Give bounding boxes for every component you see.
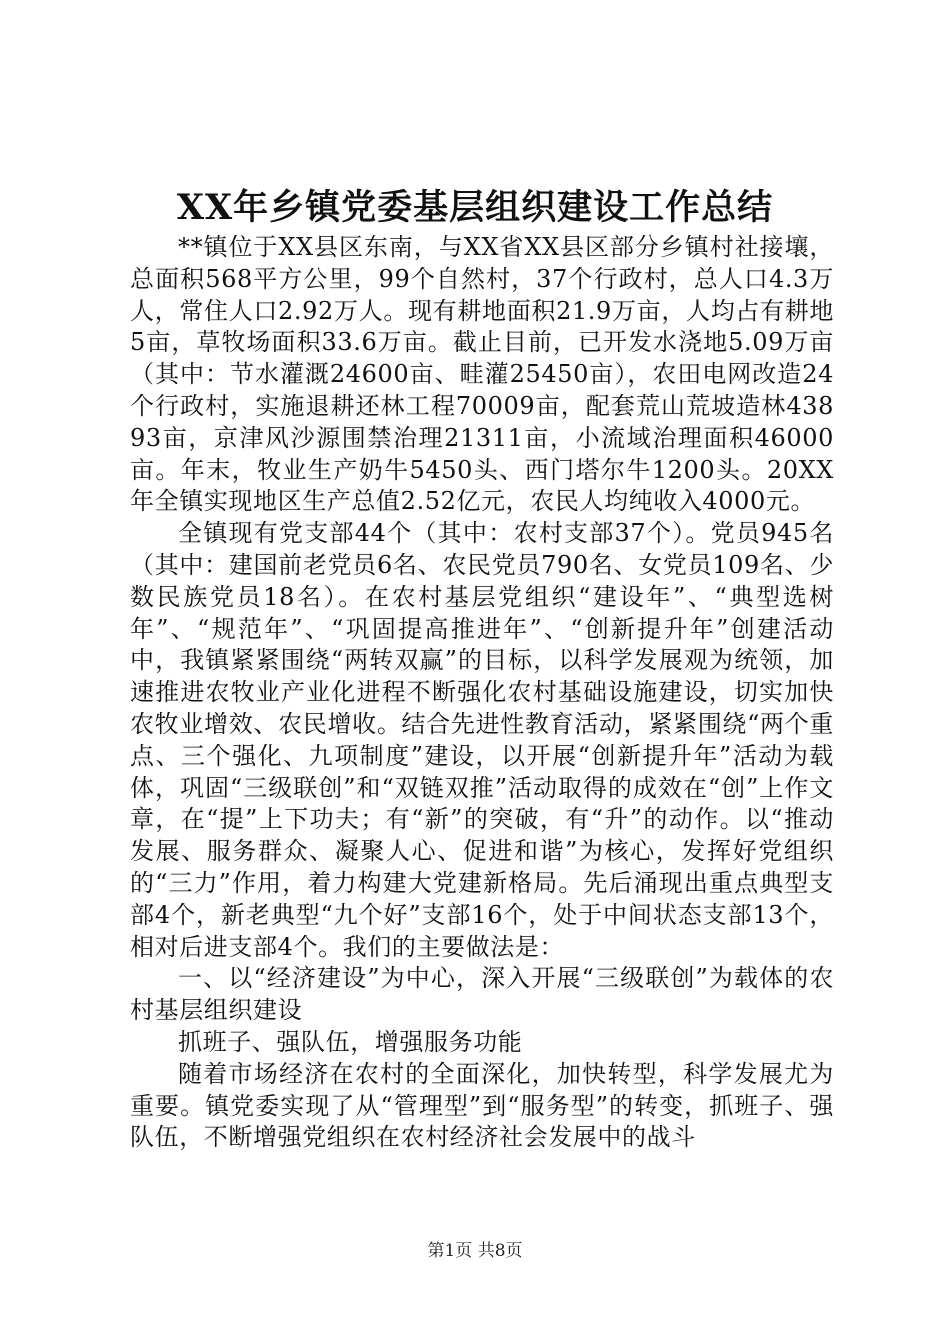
document-title: XX年乡镇党委基层组织建设工作总结	[176, 187, 774, 228]
document-body	[130, 232, 834, 1154]
paragraph-party-branches: 全镇现有党支部44个（其中：农村支部37个）。党员945名（其中：建国前老党员6名、农民党员790名、女党员109名、少数民族党员18名）。在农村基层党组织“建设年”、“典型选树年”、“规范年”、“巩固提高推进年”、“创新提升年”创建活动中，我镇紧紧围绕“两转双赢”的目标，以科学发展观为统领，加速推进农牧业产业化进程不断强化农村基础设施建设，切实加快农牧业增效、农民增收。结合先进性教育活动，紧紧围绕“两个重点、三个强化、九项制度”建设，以开展“创新提升年”活动为载体，巩固“三级联创”和“双链双推”活动取得的成效在“创”上作文章，在“提”上下功夫；有“新”的突破，有“升”的动作。以“推动发展、服务群众、凝聚人心、促进和谐”为核心，发挥好党组织的“三力”作用，着力构建大党建新格局。先后涌现出重点典型支部4个，新老典型“九个好”支部16个，处于中间状态支部13个，相对后进支部4个。我们的主要做法是：	[130, 519, 834, 961]
paragraph-market-economy: 随着市场经济在农村的全面深化，加快转型，科学发展尤为重要。镇党委实现了从“管理型”到“服务型”的转变，抓班子、强队伍，不断增强党组织在农村经济社会发展中的战斗	[130, 1059, 834, 1152]
section-heading-1: 一、以“经济建设”为中心，深入开展“三级联创”为载体的农村基层组织建设	[130, 964, 834, 1025]
page-footer: 第1页 共8页	[427, 1241, 523, 1261]
subheading-team-building: 抓班子、强队伍，增强服务功能	[178, 1027, 523, 1056]
paragraph-overview: **镇位于XX县区东南，与XX省XX县区部分乡镇村社接壤，总面积568平方公里，99个自然村，37个行政村，总人口4.3万人，常住人口2.92万人。现有耕地面积21.9万亩，人均占有耕地5亩，草牧场面积33.6万亩。截止目前，已开发水浇地5.09万亩（其中：节水灌溉24600亩、畦灌25450亩），农田电网改造24个行政村，实施退耕还林工程70009亩，配套荒山荒坡造林43893亩，京津风沙源围禁治理21311亩，小流域治理面积46000亩。年末，牧业生产奶牛5450头、西门塔尔牛1200头。20XX年全镇实现地区生产总值2.52亿元，农民人均纯收入4000元。	[130, 233, 834, 516]
